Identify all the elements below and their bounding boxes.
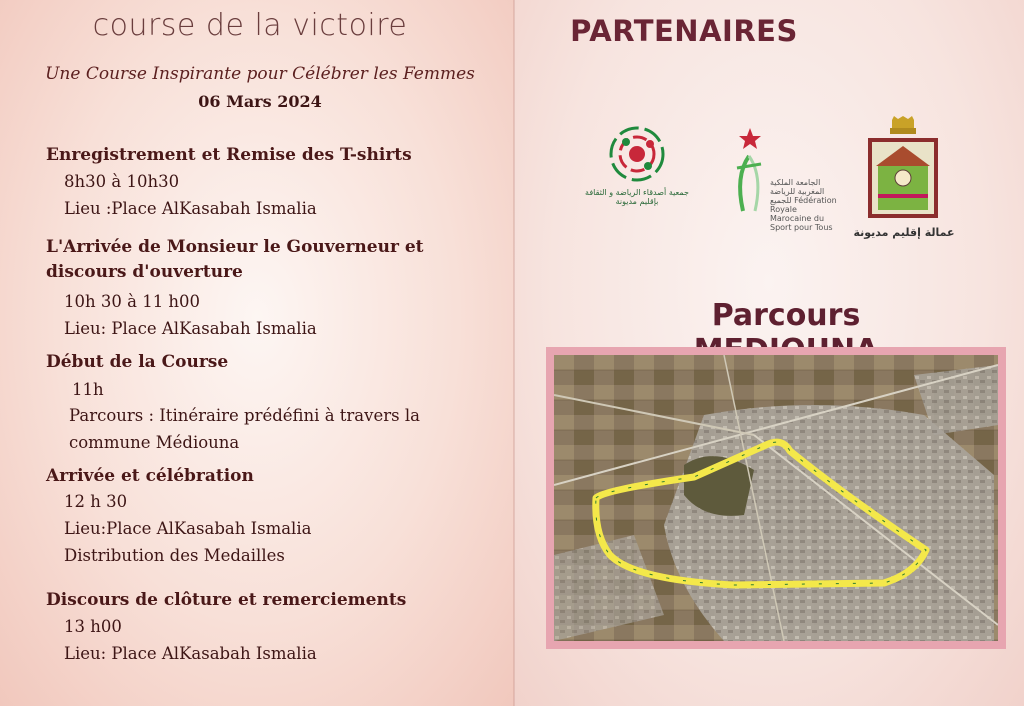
schedule-heading-closing: Discours de clôture et remerciements <box>46 590 407 610</box>
schedule-heading-registration: Enregistrement et Remise des T-shirts <box>46 145 412 165</box>
event-date: 06 Mars 2024 <box>198 92 322 111</box>
association-sports-culture-logo <box>598 124 676 192</box>
schedule-time-governor: 10h 30 à 11 h00 <box>64 292 201 311</box>
schedule-place-arrival: Lieu:Place AlKasabah Ismalia <box>64 519 312 538</box>
schedule-place-governor: Lieu: Place AlKasabah Ismalia <box>64 319 317 338</box>
route-map-image <box>554 355 998 641</box>
schedule-route-start-2: commune Médiouna <box>69 433 240 452</box>
parcours-title: Parcours <box>711 298 861 333</box>
schedule-time-arrival: 12 h 30 <box>64 492 128 511</box>
schedule-time-start: 11h <box>72 380 104 399</box>
schedule-time-closing: 13 h00 <box>64 617 122 636</box>
event-subtitle: Une Course Inspirante pour Célébrer les Femmes <box>45 64 475 84</box>
province-mediouna-emblem <box>864 116 942 232</box>
schedule-route-start: Parcours : Itinéraire prédéfini à travers la <box>69 406 420 425</box>
schedule-medals: Distribution des Medailles <box>64 546 285 565</box>
schedule-heading-governor-2: discours d'ouverture <box>46 262 243 282</box>
schedule-heading-start: Début de la Course <box>46 352 229 372</box>
map-frame <box>546 347 1006 649</box>
event-title: course de la victoire <box>92 8 408 43</box>
schedule-place-closing: Lieu: Place AlKasabah Ismalia <box>64 644 317 663</box>
federation-sport-pour-tous-logo <box>725 126 775 220</box>
schedule-time-registration: 8h30 à 10h30 <box>64 172 180 191</box>
schedule-place-registration: Lieu :Place AlKasabah Ismalia <box>64 199 317 218</box>
partners-title: PARTENAIRES <box>570 14 798 48</box>
association-logo-caption: جمعية أصدقاء الرياضة و الثقافة بإقليم مديونة <box>585 188 689 206</box>
federation-logo-caption: الجامعة الملكية المغربية للرياضة للجميع Fédération Royale Marocaine du Sport pour Tous <box>770 178 837 232</box>
province-emblem-caption: عمالة إقليم مديونة <box>853 226 955 239</box>
schedule-heading-governor: L'Arrivée de Monsieur le Gouverneur et <box>46 237 424 257</box>
schedule-heading-arrival: Arrivée et célébration <box>46 466 254 486</box>
